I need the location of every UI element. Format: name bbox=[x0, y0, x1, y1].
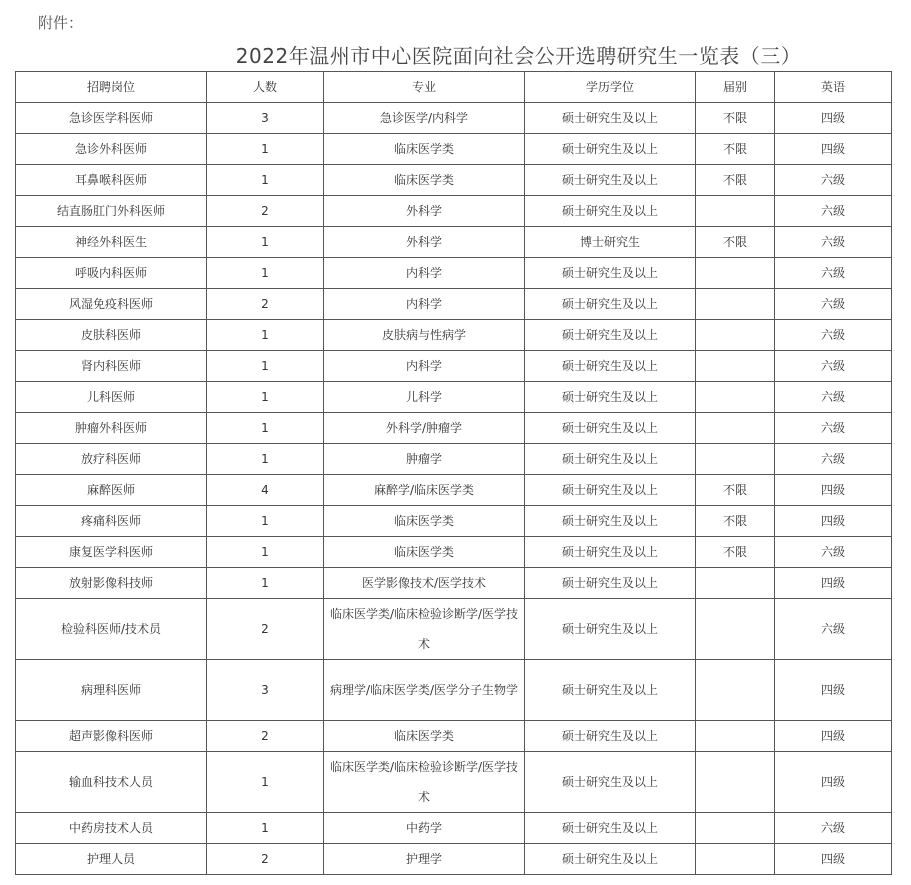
cell-count: 4 bbox=[207, 475, 324, 506]
cell-english: 六级 bbox=[775, 289, 892, 320]
cell-english: 六级 bbox=[775, 813, 892, 844]
cell-count: 1 bbox=[207, 382, 324, 413]
cell-cohort bbox=[696, 721, 775, 752]
cell-degree: 硕士研究生及以上 bbox=[525, 844, 696, 875]
cell-cohort: 不限 bbox=[696, 475, 775, 506]
cell-cohort bbox=[696, 844, 775, 875]
cell-position: 肾内科医师 bbox=[16, 351, 207, 382]
cell-major: 临床医学类 bbox=[324, 165, 525, 196]
cell-cohort bbox=[696, 813, 775, 844]
cell-cohort bbox=[696, 351, 775, 382]
cell-count: 2 bbox=[207, 196, 324, 227]
cell-major: 外科学 bbox=[324, 196, 525, 227]
cell-major: 病理学/临床医学类/医学分子生物学 bbox=[324, 660, 525, 721]
cell-degree: 硕士研究生及以上 bbox=[525, 382, 696, 413]
cell-english: 四级 bbox=[775, 660, 892, 721]
cell-major: 儿科学 bbox=[324, 382, 525, 413]
table-row bbox=[16, 660, 892, 721]
cell-major: 外科学/肿瘤学 bbox=[324, 413, 525, 444]
cell-english: 四级 bbox=[775, 103, 892, 134]
cell-cohort bbox=[696, 196, 775, 227]
cell-position: 麻醉医师 bbox=[16, 475, 207, 506]
cell-major: 医学影像技术/医学技术 bbox=[324, 568, 525, 599]
cell-cohort: 不限 bbox=[696, 537, 775, 568]
cell-cohort bbox=[696, 752, 775, 813]
table-row bbox=[16, 196, 892, 227]
cell-position: 皮肤科医师 bbox=[16, 320, 207, 351]
cell-position: 护理人员 bbox=[16, 844, 207, 875]
cell-cohort: 不限 bbox=[696, 103, 775, 134]
cell-english: 四级 bbox=[775, 475, 892, 506]
cell-cohort bbox=[696, 660, 775, 721]
cell-major: 皮肤病与性病学 bbox=[324, 320, 525, 351]
cell-english: 六级 bbox=[775, 320, 892, 351]
cell-english: 四级 bbox=[775, 134, 892, 165]
table-row bbox=[16, 568, 892, 599]
cell-cohort: 不限 bbox=[696, 227, 775, 258]
cell-count: 1 bbox=[207, 813, 324, 844]
cell-cohort bbox=[696, 599, 775, 660]
table-row bbox=[16, 721, 892, 752]
cell-count: 3 bbox=[207, 103, 324, 134]
cell-major: 临床医学类/临床检验诊断学/医学技术 bbox=[324, 752, 525, 813]
cell-count: 1 bbox=[207, 537, 324, 568]
cell-cohort bbox=[696, 289, 775, 320]
attachment-label: 附件： bbox=[38, 14, 84, 32]
cell-cohort bbox=[696, 413, 775, 444]
cell-cohort bbox=[696, 258, 775, 289]
cell-position: 神经外科医生 bbox=[16, 227, 207, 258]
table-row bbox=[16, 506, 892, 537]
cell-english: 四级 bbox=[775, 844, 892, 875]
cell-position: 检验科医师/技术员 bbox=[16, 599, 207, 660]
cell-position: 放射影像科技师 bbox=[16, 568, 207, 599]
table-row bbox=[16, 537, 892, 568]
cell-count: 3 bbox=[207, 660, 324, 721]
page-title: 2022年温州市中心医院面向社会公开选聘研究生一览表（三） bbox=[235, 44, 802, 68]
cell-degree: 硕士研究生及以上 bbox=[525, 351, 696, 382]
cell-position: 输血科技术人员 bbox=[16, 752, 207, 813]
table-body bbox=[16, 103, 892, 875]
cell-degree: 硕士研究生及以上 bbox=[525, 320, 696, 351]
cell-degree: 硕士研究生及以上 bbox=[525, 196, 696, 227]
cell-degree: 硕士研究生及以上 bbox=[525, 506, 696, 537]
cell-count: 1 bbox=[207, 506, 324, 537]
cell-count: 1 bbox=[207, 227, 324, 258]
cell-english: 四级 bbox=[775, 721, 892, 752]
cell-major: 内科学 bbox=[324, 289, 525, 320]
table-header-row bbox=[16, 72, 892, 103]
cell-major: 内科学 bbox=[324, 351, 525, 382]
cell-degree: 硕士研究生及以上 bbox=[525, 721, 696, 752]
cell-cohort bbox=[696, 568, 775, 599]
cell-position: 结直肠肛门外科医师 bbox=[16, 196, 207, 227]
cell-major: 临床医学类 bbox=[324, 721, 525, 752]
cell-degree: 硕士研究生及以上 bbox=[525, 134, 696, 165]
cell-count: 2 bbox=[207, 599, 324, 660]
cell-position: 中药房技术人员 bbox=[16, 813, 207, 844]
cell-count: 1 bbox=[207, 444, 324, 475]
cell-major: 肿瘤学 bbox=[324, 444, 525, 475]
cell-degree: 硕士研究生及以上 bbox=[525, 444, 696, 475]
cell-cohort: 不限 bbox=[696, 134, 775, 165]
cell-count: 1 bbox=[207, 320, 324, 351]
cell-major: 临床医学类/临床检验诊断学/医学技术 bbox=[324, 599, 525, 660]
cell-degree: 硕士研究生及以上 bbox=[525, 413, 696, 444]
cell-position: 急诊外科医师 bbox=[16, 134, 207, 165]
cell-cohort bbox=[696, 444, 775, 475]
cell-major: 内科学 bbox=[324, 258, 525, 289]
table-row bbox=[16, 813, 892, 844]
cell-degree: 博士研究生 bbox=[525, 227, 696, 258]
cell-english: 六级 bbox=[775, 537, 892, 568]
cell-position: 儿科医师 bbox=[16, 382, 207, 413]
cell-english: 四级 bbox=[775, 506, 892, 537]
table-row bbox=[16, 320, 892, 351]
cell-position: 急诊医学科医师 bbox=[16, 103, 207, 134]
table-row bbox=[16, 844, 892, 875]
table-row bbox=[16, 382, 892, 413]
table-row bbox=[16, 413, 892, 444]
cell-major: 急诊医学/内科学 bbox=[324, 103, 525, 134]
cell-cohort bbox=[696, 382, 775, 413]
cell-position: 放疗科医师 bbox=[16, 444, 207, 475]
table-row bbox=[16, 599, 892, 660]
cell-english: 六级 bbox=[775, 258, 892, 289]
cell-degree: 硕士研究生及以上 bbox=[525, 258, 696, 289]
cell-english: 六级 bbox=[775, 444, 892, 475]
cell-position: 呼吸内科医师 bbox=[16, 258, 207, 289]
cell-degree: 硕士研究生及以上 bbox=[525, 537, 696, 568]
cell-count: 2 bbox=[207, 289, 324, 320]
cell-count: 1 bbox=[207, 134, 324, 165]
cell-english: 四级 bbox=[775, 752, 892, 813]
header-degree: 学历学位 bbox=[525, 72, 696, 103]
table-row bbox=[16, 351, 892, 382]
cell-position: 超声影像科医师 bbox=[16, 721, 207, 752]
cell-position: 康复医学科医师 bbox=[16, 537, 207, 568]
table-row bbox=[16, 165, 892, 196]
cell-major: 麻醉学/临床医学类 bbox=[324, 475, 525, 506]
cell-degree: 硕士研究生及以上 bbox=[525, 475, 696, 506]
cell-english: 六级 bbox=[775, 351, 892, 382]
table-row bbox=[16, 103, 892, 134]
cell-cohort bbox=[696, 320, 775, 351]
cell-english: 六级 bbox=[775, 599, 892, 660]
cell-degree: 硕士研究生及以上 bbox=[525, 165, 696, 196]
cell-english: 四级 bbox=[775, 568, 892, 599]
cell-position: 疼痛科医师 bbox=[16, 506, 207, 537]
cell-cohort: 不限 bbox=[696, 165, 775, 196]
cell-english: 六级 bbox=[775, 227, 892, 258]
cell-degree: 硕士研究生及以上 bbox=[525, 103, 696, 134]
header-position: 招聘岗位 bbox=[16, 72, 207, 103]
cell-count: 1 bbox=[207, 351, 324, 382]
cell-degree: 硕士研究生及以上 bbox=[525, 752, 696, 813]
cell-count: 1 bbox=[207, 752, 324, 813]
cell-position: 耳鼻喉科医师 bbox=[16, 165, 207, 196]
table-row bbox=[16, 258, 892, 289]
cell-degree: 硕士研究生及以上 bbox=[525, 813, 696, 844]
cell-count: 1 bbox=[207, 568, 324, 599]
cell-major: 中药学 bbox=[324, 813, 525, 844]
cell-degree: 硕士研究生及以上 bbox=[525, 599, 696, 660]
cell-major: 外科学 bbox=[324, 227, 525, 258]
table-row bbox=[16, 752, 892, 813]
table-row bbox=[16, 134, 892, 165]
cell-count: 2 bbox=[207, 721, 324, 752]
cell-degree: 硕士研究生及以上 bbox=[525, 289, 696, 320]
cell-major: 临床医学类 bbox=[324, 134, 525, 165]
cell-count: 1 bbox=[207, 258, 324, 289]
table-row bbox=[16, 444, 892, 475]
cell-major: 临床医学类 bbox=[324, 506, 525, 537]
cell-english: 六级 bbox=[775, 196, 892, 227]
recruitment-table bbox=[15, 71, 892, 875]
cell-position: 风湿免疫科医师 bbox=[16, 289, 207, 320]
cell-count: 1 bbox=[207, 165, 324, 196]
cell-count: 1 bbox=[207, 413, 324, 444]
header-count: 人数 bbox=[207, 72, 324, 103]
cell-count: 2 bbox=[207, 844, 324, 875]
cell-english: 六级 bbox=[775, 165, 892, 196]
cell-position: 病理科医师 bbox=[16, 660, 207, 721]
cell-position: 肿瘤外科医师 bbox=[16, 413, 207, 444]
header-major: 专业 bbox=[324, 72, 525, 103]
header-cohort: 届别 bbox=[696, 72, 775, 103]
header-english: 英语 bbox=[775, 72, 892, 103]
cell-english: 六级 bbox=[775, 413, 892, 444]
cell-major: 护理学 bbox=[324, 844, 525, 875]
cell-degree: 硕士研究生及以上 bbox=[525, 568, 696, 599]
table-row bbox=[16, 227, 892, 258]
table-row bbox=[16, 289, 892, 320]
cell-english: 六级 bbox=[775, 382, 892, 413]
cell-cohort: 不限 bbox=[696, 506, 775, 537]
cell-degree: 硕士研究生及以上 bbox=[525, 660, 696, 721]
table-row bbox=[16, 475, 892, 506]
cell-major: 临床医学类 bbox=[324, 537, 525, 568]
